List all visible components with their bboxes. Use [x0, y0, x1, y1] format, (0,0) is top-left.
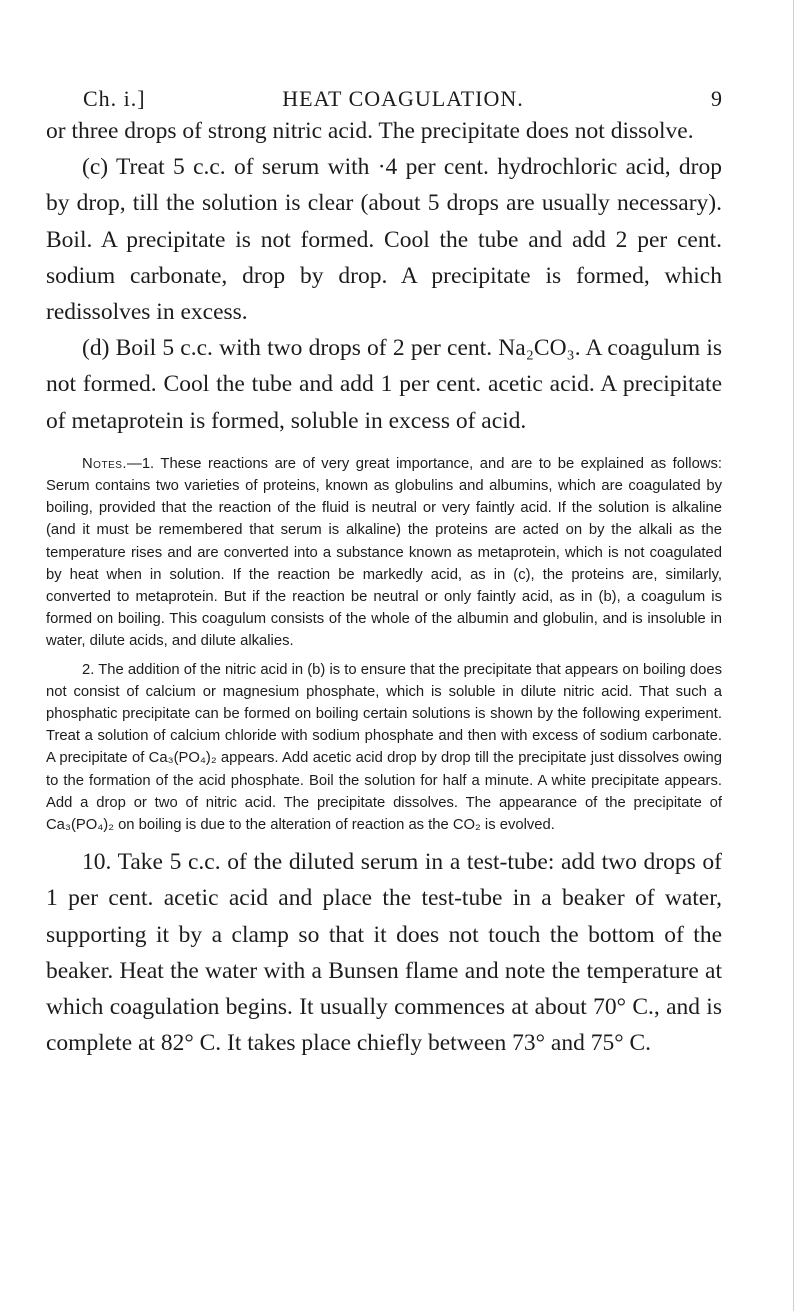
paragraph-continuation: or three drops of strong nitric acid. The precipitate does not dissolve. [46, 118, 694, 144]
page-edge-line [793, 0, 794, 1311]
section-10: 10. Take 5 c.c. of the diluted serum in a test-tube: add two drops of 1 per cent. acetic acid and place the test-tube in a beaker of water, supporting it by a clamp so that it does not touch the bottom of the beaker. Heat the water with a Bunsen flame and note the temperature at which coagulation begins. It usually commences at about 70° C., and is complete at 82° C. It takes place chiefly between 73° and 75° C. [46, 849, 722, 1057]
page-body [46, 113, 722, 1062]
note-2: 2. The addition of the nitric acid in (b) is to ensure that the precipitate that appears on boiling does not consist of calcium or magnesium phosphate, which is soluble in dilute nitric acid. That such a phosphatic precipitate can be formed on boiling certain solutions is shown by the following experiment. Treat a solution of calcium chloride with sodium phosphate and then with excess of sodium carbonate. A precipitate of Ca₃(PO₄)₂ appears. Add acetic acid drop by drop till the precipitate just dissolves owing to the formation of the acid phosphate. Boil the solution for half a minute. A white precipitate appears. Add a drop or two of nitric acid. The precipitate dissolves. The appearance of the precipitate of Ca₃(PO₄)₂ on boiling is due to the alteration of reaction as the CO₂ is evolved. [46, 661, 722, 834]
running-title: HEAT COAGULATION. [282, 86, 524, 111]
note-1 [46, 453, 722, 653]
notes-label: Notes. [82, 455, 128, 472]
paragraph-c: (c) Treat 5 c.c. of serum with ·4 per cent. hydrochloric acid, drop by drop, till the solution is clear (about 5 drops are usually necessary). Boil. A precipitate is not formed. Cool the tube and add 2 per cent. sodium carbonate, drop by drop. A precipitate is formed, which redissolves in excess. [46, 154, 722, 326]
page-number: 9 [711, 86, 723, 111]
paragraph-d: (d) Boil 5 c.c. with two drops of 2 per cent. Na₂CO₃. A coagulum is not formed. Cool the tube and add 1 per cent. acetic acid. A precipitate of metaprotein is formed, soluble in excess of acid. [46, 335, 722, 434]
chapter-label: Ch. i.] [83, 86, 146, 111]
running-header [83, 86, 723, 116]
note-1-text: —1. These reactions are of very great importance, and are to be explained as follows: Serum contains two varieties of proteins, known as globulins and albumins, which are coagulated by boiling, provided that the reaction of the fluid is neutral or very faintly acid. If the solution is alkaline (and it must be remembered that serum is alkaline) the proteins are acted on by the alkali as the temperature rises and are converted into a substance known as metaprotein, which is not coagulated by heat when in solution. If the reaction be markedly acid, as in (c), the proteins are, similarly, converted to metaprotein. But if the reaction be neutral or only faintly acid, as in (b), a coagulum is formed on boiling. This coagulum consists of the whole of the albumin and globulin, and is insoluble in water, dilute acids, and dilute alkalies. [46, 455, 722, 650]
